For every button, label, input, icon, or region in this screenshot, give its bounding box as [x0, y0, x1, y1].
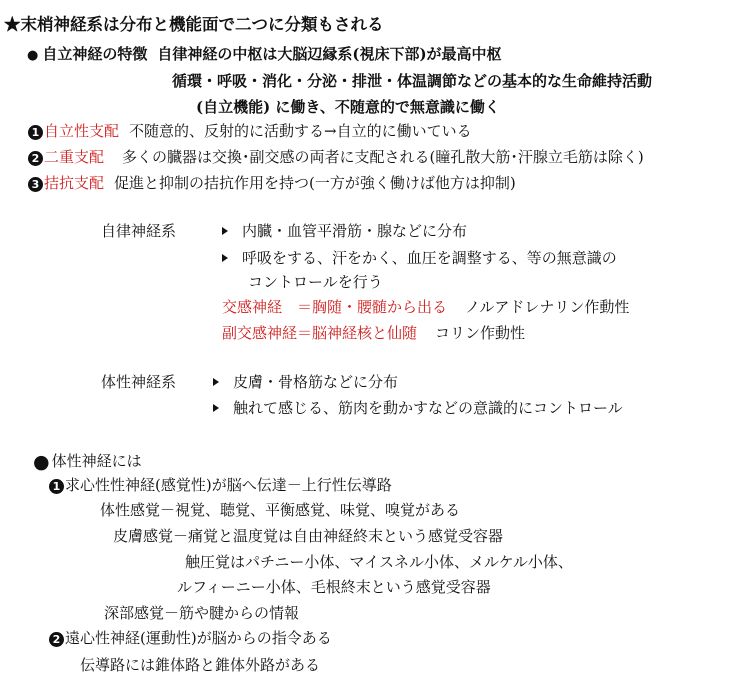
point-1-text: 不随意的、反射的に活動する→自立的に働いている [129, 122, 472, 140]
autonomic-system-label: 自律神経系 [101, 222, 177, 240]
afferent-line [49, 475, 392, 495]
point-3 [28, 173, 516, 193]
somatic-system-label: 体性神経系 [101, 373, 177, 391]
point-3-text: 促進と抑制の拮抗作用を持つ(一方が強く働けば他方は抑制) [114, 174, 516, 192]
title-text: 末梢神経系は分布と機能面で二つに分類もされる [20, 15, 384, 34]
autonomic-features-text: 自律神経の中枢は大脳辺縁系(視床下部)が最高中枢 [157, 45, 502, 63]
autonomic-item-2-text: 呼吸をする、汗をかく、血圧を調整する、等の無意識の [242, 249, 617, 267]
autonomic-features-label: 自立神経の特徴 [42, 45, 148, 63]
autonomic-features-line [27, 44, 502, 64]
parasympathetic-label: 副交感神経＝脳神経核と仙随 [222, 324, 418, 342]
point-1-label: 自立性支配 [44, 122, 120, 140]
touch-line-1: 触圧覚はパチニー小体、マイスネル小体、メルケル小体、 [185, 553, 573, 571]
parasympathetic-line [222, 323, 525, 343]
page-title [4, 15, 384, 35]
autonomic-features-line3: (自立機能) に働き、不随意的で無意識に働く [196, 98, 500, 116]
efferent-line [49, 628, 332, 648]
number-3-icon: 3 [28, 177, 43, 192]
point-2-text: 多くの臓器は交換･副交感の両者に支配される(瞳孔散大筋･汗腺立毛筋は除く) [122, 148, 644, 166]
sympathetic-line [222, 297, 629, 317]
point-1 [28, 121, 472, 141]
point-3-label: 拮抗支配 [44, 174, 105, 192]
bullet-icon: ● [27, 48, 39, 63]
number-2-icon: 2 [49, 632, 64, 647]
somatic-item-1 [213, 372, 398, 392]
number-2-icon: 2 [28, 151, 43, 166]
autonomic-features-line2: 循環・呼吸・消化・分泌・排泄・体温調節などの基本的な生命維持活動 [172, 72, 653, 90]
autonomic-item-2b: コントロールを行う [248, 273, 383, 291]
somatic-nerves-heading [33, 451, 142, 471]
somatic-item-2-text: 触れて感じる、筋肉を動かすなどの意識的にコントロール [233, 399, 623, 417]
number-1-icon: 1 [49, 479, 64, 494]
point-2-label: 二重支配 [44, 148, 105, 166]
efferent-text: 遠心性神経(運動性)が脳からの指令ある [65, 629, 332, 647]
afferent-text: 求心性性神経(感覚性)が脳へ伝達－上行性伝導路 [65, 476, 392, 494]
sympathetic-text: ノルアドレナリン作動性 [465, 298, 630, 316]
autonomic-item-1-text: 内臓・血管平滑筋・腺などに分布 [242, 222, 468, 240]
somatic-nerves-heading-text: 体性神経には [51, 452, 142, 470]
arrow-right-icon [213, 404, 219, 412]
arrow-right-icon [222, 227, 228, 235]
point-2 [28, 147, 644, 167]
parasympathetic-text: コリン作動性 [435, 324, 526, 342]
arrow-right-icon [213, 378, 219, 386]
autonomic-item-1 [222, 221, 467, 241]
star-icon: ★ [4, 15, 21, 34]
bullet-icon: ● [33, 451, 50, 473]
somatic-item-2 [213, 398, 623, 418]
number-1-icon: 1 [28, 125, 43, 140]
touch-line-2: ルフィーニー小体、毛根終末という感覚受容器 [177, 578, 491, 596]
pathway-line: 伝導路には錐体路と錐体外路がある [80, 656, 321, 674]
sympathetic-label: 交感神経 ＝胸随・腰髄から出る [222, 298, 448, 316]
autonomic-item-2 [222, 248, 617, 268]
arrow-right-icon [222, 254, 228, 262]
senses-line: 体性感覚－視覚、聴覚、平衡感覚、味覚、嗅覚がある [100, 501, 461, 519]
somatic-item-1-text: 皮膚・骨格筋などに分布 [233, 373, 399, 391]
deep-sense-line: 深部感覚－筋や腱からの情報 [104, 604, 300, 622]
skin-sense-line: 皮膚感覚－痛覚と温度覚は自由神経終末という感覚受容器 [113, 527, 504, 545]
